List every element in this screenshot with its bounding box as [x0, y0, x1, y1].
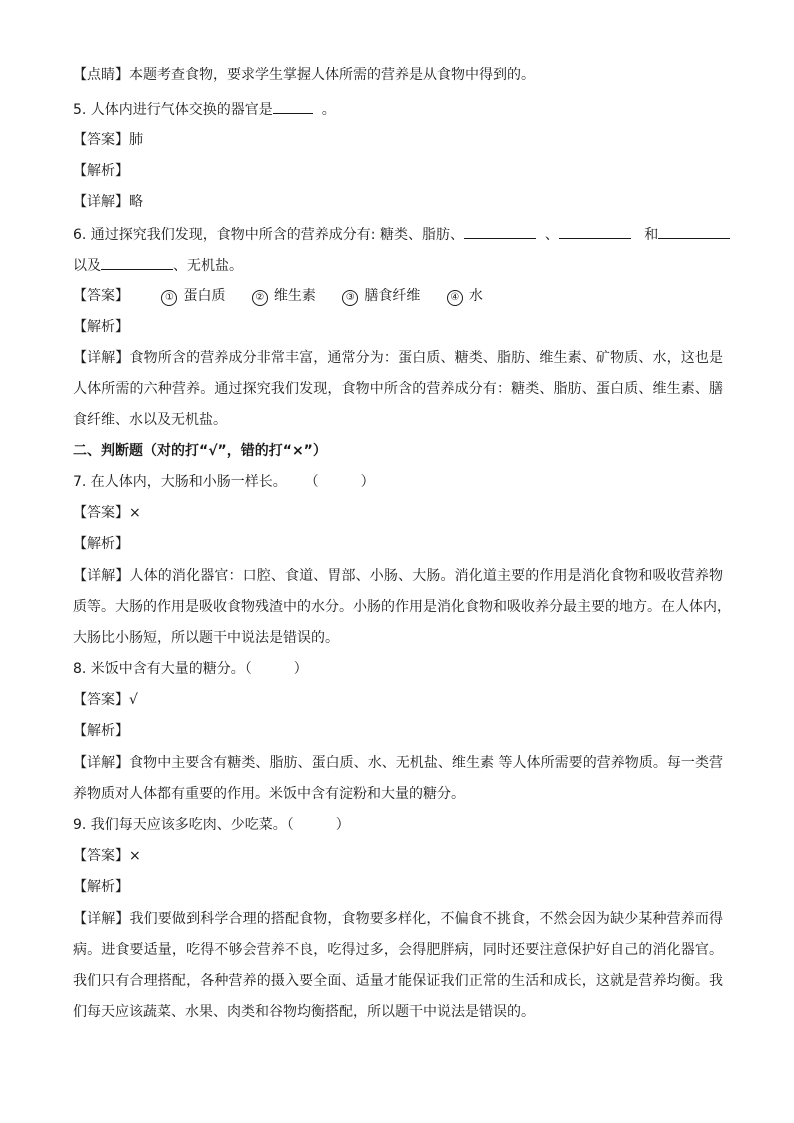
circled-number-2: ②: [252, 290, 268, 306]
q6-option-4: ④ 水: [447, 288, 483, 306]
q9-analysis: 【解析】: [73, 879, 129, 895]
q6-blank-1: [464, 226, 536, 239]
q7-analysis: 【解析】: [73, 536, 129, 552]
q6-answer: [73, 288, 723, 306]
q5-blank: [273, 101, 313, 114]
q6-option-2: ② 维生素: [252, 288, 316, 306]
q7-answer: [73, 505, 723, 521]
circled-number-4: ④: [447, 290, 463, 306]
q5-answer: [73, 132, 723, 148]
q7-detail-line2: 质等。大肠的作用是吸收食物残渣中的水分。小肠的作用是消化食物和吸收养分最主要的地方。在人体内，: [73, 599, 731, 615]
q9-answer-tag: 【答案】: [73, 848, 129, 864]
q9-answer: [73, 848, 723, 864]
q7-paren: （ ）: [304, 474, 375, 490]
q6-detail-line1: 【详解】食物所含的营养成分非常丰富，通常分为：蛋白质、糖类、脂肪、维生素、矿物质、水，这也是: [73, 350, 723, 366]
q9-detail-line3: 我们只有合理搭配，各种营养的摄入要全面、适量才能保证我们正常的生活和成长，这就是营养均衡。我: [73, 973, 723, 989]
q9-detail-line1: 【详解】我们要做到科学合理的搭配食物，食物要多样化，不偏食不挑食，不然会因为缺少某种营养而得: [73, 911, 723, 927]
q6-sep-1: 、: [544, 227, 559, 243]
q4-tip: 【点睛】本题考查食物，要求学生掌握人体所需的营养是从食物中得到的。: [73, 67, 535, 83]
q6-detail-line2: 人体所需的六种营养。通过探究我们发现，食物中所含的营养成分有：糖类、脂肪、蛋白质、维生素、膳: [73, 381, 723, 397]
q7-detail-line3: 大肠比小肠短，所以题干中说法是错误的。: [73, 630, 339, 646]
q6-option-3: ③ 膳食纤维: [342, 288, 420, 306]
q7-question: [73, 474, 723, 490]
circled-number-3: ③: [342, 290, 358, 306]
q6-blank-4: [101, 257, 173, 270]
q5-answer-tag: 【答案】: [73, 132, 129, 148]
q7-text: 7. 在人体内，大肠和小肠一样长。: [73, 474, 287, 490]
q9-answer-value: ×: [129, 848, 141, 864]
q6-text-b: 以及: [73, 258, 101, 274]
q8-answer-tag: 【答案】: [73, 692, 129, 708]
q6-blank-2: [559, 226, 631, 239]
q6-option-1: ① 蛋白质: [161, 288, 225, 306]
q9-detail-line2: 病。进食要适量，吃得不够会营养不良，吃得过多，会得肥胖病，同时还要注意保护好自己的消化器官。: [73, 942, 723, 958]
q6-question-line1: [73, 226, 723, 243]
q5-text: 5. 人体内进行气体交换的器官是: [73, 102, 273, 118]
q6-analysis: 【解析】: [73, 319, 129, 335]
q7-answer-value: ×: [129, 505, 141, 521]
q8-analysis: 【解析】: [73, 723, 129, 739]
q6-text-a: 6. 通过探究我们发现，食物中所含的营养成分有: 糖类、脂肪、: [73, 227, 464, 243]
q6-text-b-end: 、无机盐。: [173, 258, 243, 274]
q7-answer-tag: 【答案】: [73, 505, 129, 521]
section-2-heading: 二、判断题（对的打“√”，错的打“×”）: [73, 443, 327, 459]
q9-detail-line4: 们每天应该蔬菜、水果、肉类和谷物均衡搭配，所以题干中说法是错误的。: [73, 1004, 535, 1020]
q7-detail-line1: 【详解】人体的消化器官：口腔、食道、胃部、小肠、大肠。消化道主要的作用是消化食物和吸收营养物: [73, 568, 723, 584]
q5-analysis: 【解析】: [73, 163, 129, 179]
q8-answer: [73, 692, 723, 708]
q8-answer-value: √: [129, 692, 138, 708]
q6-question-line2: [73, 257, 723, 274]
q8-detail-line2: 养物质对人体都有重要的作用。米饭中含有淀粉和大量的糖分。: [73, 786, 465, 802]
q5-detail: 【详解】略: [73, 194, 143, 210]
q5-answer-value: 肺: [129, 132, 143, 148]
q5-question: [73, 101, 723, 118]
q8-detail-line1: 【详解】食物中主要含有糖类、脂肪、蛋白质、水、无机盐、维生素 等人体所需要的营养物质。每一类营: [73, 755, 723, 771]
q6-answer-tag: 【答案】: [73, 288, 129, 304]
q5-end: 。: [321, 102, 336, 118]
q9-question: 9. 我们每天应该多吃肉、少吃菜。（ ）: [73, 817, 350, 833]
circled-number-1: ①: [161, 290, 177, 306]
q6-sep-2: 和: [644, 227, 659, 243]
q6-detail-line3: 食纤维、水以及无机盐。: [73, 412, 227, 428]
q8-question: 8. 米饭中含有大量的糖分。（ ）: [73, 661, 308, 677]
q6-blank-3: [658, 226, 730, 239]
